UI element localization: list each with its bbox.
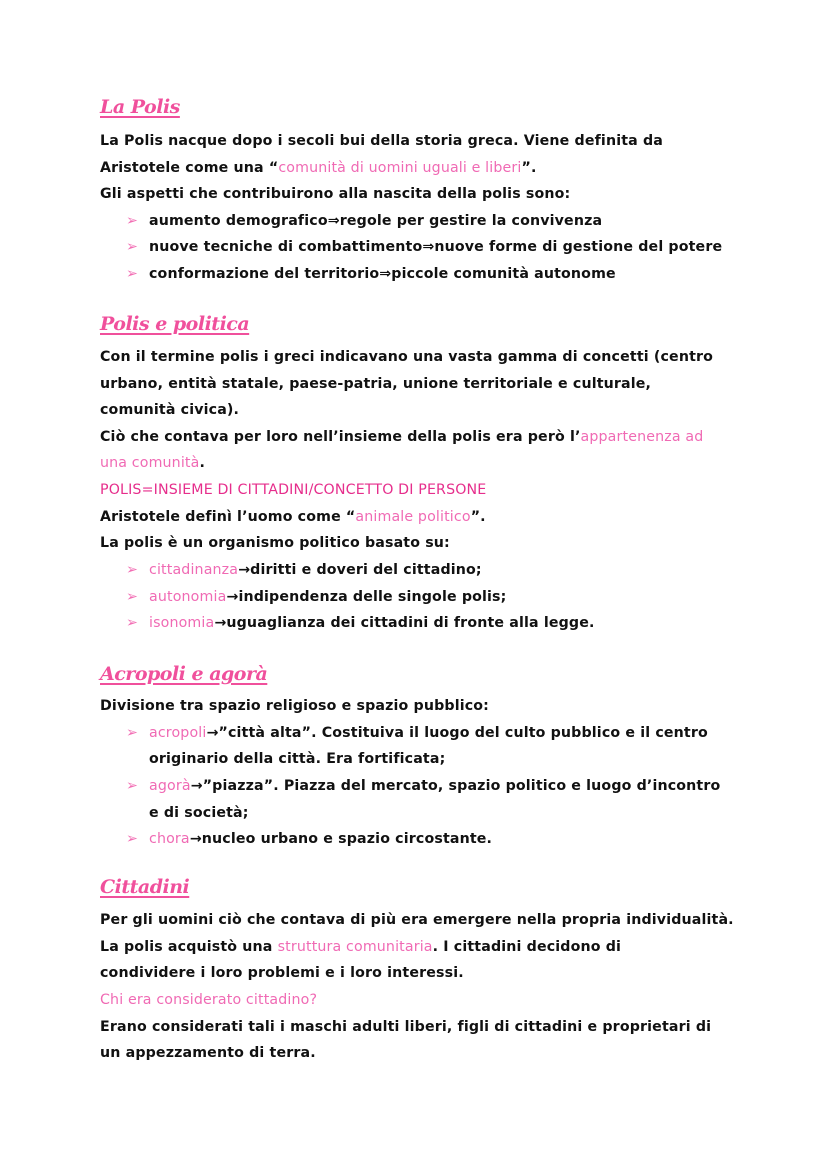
- list-item: ➢ nuove tecniche di combattimento⇒nuove forme di gestione del potere: [126, 239, 723, 255]
- paragraph-line: condividere i loro problemi e i loro interessi.: [100, 965, 464, 981]
- paragraph-line: comunità civica).: [100, 402, 240, 418]
- list-item: ➢ acropoli→”città alta”. Costituiva il luogo del culto pubblico e il centro: [126, 725, 708, 741]
- arrow-bullet-icon: ➢: [126, 213, 139, 229]
- heading-acropoli-e-agora: Acropoli e agorà: [100, 663, 268, 685]
- arrow-bullet-icon: ➢: [126, 778, 139, 794]
- paragraph-line: un appezzamento di terra.: [100, 1045, 316, 1061]
- arrow-bullet-icon: ➢: [126, 239, 139, 255]
- heading-polis-e-politica: Polis e politica: [100, 313, 250, 335]
- highlight-text: struttura comunitaria: [277, 939, 433, 955]
- list-item: ➢ agorà→”piazza”. Piazza del mercato, spazio politico e luogo d’incontro: [126, 778, 721, 794]
- arrow-bullet-icon: ➢: [126, 562, 139, 578]
- list-item: ➢ aumento demografico⇒regole per gestire la convivenza: [126, 213, 603, 229]
- arrow-bullet-icon: ➢: [126, 615, 139, 631]
- emphasis-line: POLIS=INSIEME DI CITTADINI/CONCETTO DI PERSONE: [100, 482, 487, 498]
- paragraph-line: Aristotele come una “comunità di uomini uguali e liberi”.: [100, 160, 537, 176]
- paragraph-line: Ciò che contava per loro nell’insieme della polis era però l’appartenenza ad: [100, 429, 704, 445]
- arrow-bullet-icon: ➢: [126, 266, 139, 282]
- highlight-text: animale politico: [355, 509, 471, 525]
- arrow-bullet-icon: ➢: [126, 725, 139, 741]
- question-line: Chi era considerato cittadino?: [100, 992, 318, 1008]
- list-item-continuation: originario della città. Era fortificata;: [149, 751, 446, 767]
- list-item: ➢ autonomia→indipendenza delle singole polis;: [126, 589, 507, 605]
- heading-cittadini: Cittadini: [100, 876, 190, 898]
- list-item-continuation: e di società;: [149, 805, 249, 821]
- highlight-text: comunità di uomini uguali e liberi: [278, 160, 522, 176]
- paragraph-line: una comunità.: [100, 455, 206, 471]
- list-item: ➢ chora→nucleo urbano e spazio circostante.: [126, 831, 493, 847]
- paragraph-line: urbano, entità statale, paese-patria, unione territoriale e culturale,: [100, 376, 652, 392]
- arrow-bullet-icon: ➢: [126, 589, 139, 605]
- paragraph-line: Erano considerati tali i maschi adulti liberi, figli di cittadini e proprietari di: [100, 1019, 712, 1035]
- heading-la-polis: La Polis: [100, 96, 180, 118]
- paragraph-line: Gli aspetti che contribuirono alla nascita della polis sono:: [100, 186, 571, 202]
- arrow-bullet-icon: ➢: [126, 831, 139, 847]
- paragraph-line: Aristotele definì l’uomo come “animale politico”.: [100, 509, 486, 525]
- paragraph-line: La polis è un organismo politico basato su:: [100, 535, 450, 551]
- paragraph-line: Divisione tra spazio religioso e spazio pubblico:: [100, 698, 489, 714]
- paragraph-line: La polis acquistò una struttura comunitaria. I cittadini decidono di: [100, 939, 622, 955]
- list-item: ➢ cittadinanza→diritti e doveri del cittadino;: [126, 562, 482, 578]
- highlight-text: una comunità: [100, 455, 200, 471]
- paragraph-line: Con il termine polis i greci indicavano una vasta gamma di concetti (centro: [100, 349, 714, 365]
- list-item: ➢ isonomia→uguaglianza dei cittadini di fronte alla legge.: [126, 615, 595, 631]
- highlight-text: appartenenza ad: [580, 429, 704, 445]
- list-item: ➢ conformazione del territorio⇒piccole comunità autonome: [126, 266, 616, 282]
- paragraph-line: La Polis nacque dopo i secoli bui della storia greca. Viene definita da: [100, 133, 663, 149]
- paragraph-line: Per gli uomini ciò che contava di più era emergere nella propria individualità.: [100, 912, 734, 928]
